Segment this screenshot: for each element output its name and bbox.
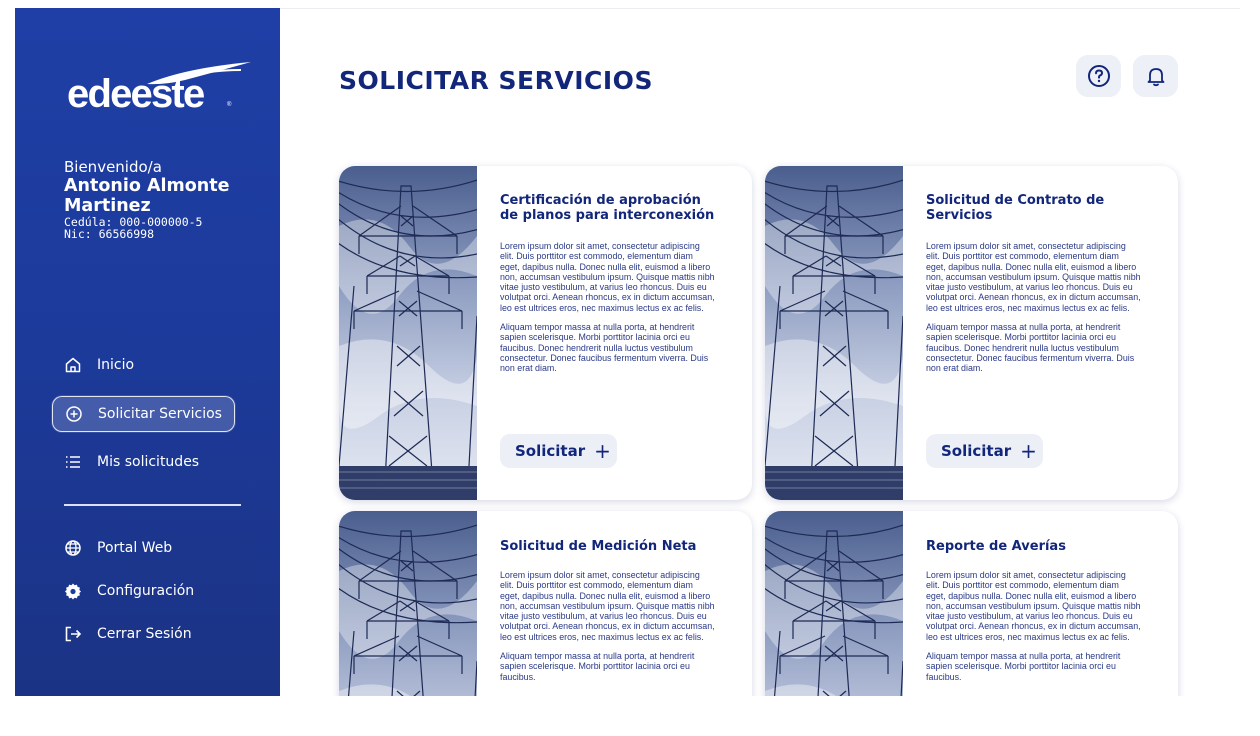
nav-item-inicio[interactable] xyxy=(52,347,235,383)
nav-item-portal-web[interactable] xyxy=(52,530,235,566)
notifications-button[interactable] xyxy=(1133,55,1178,97)
service-card xyxy=(339,166,752,500)
card-title: Solicitud de Contrato de Servicios xyxy=(926,193,1105,223)
nav-divider xyxy=(64,504,241,506)
sidebar xyxy=(15,8,280,696)
nav-label-mis-solicitudes: Mis solicitudes xyxy=(97,454,200,470)
brand-logo[interactable] xyxy=(67,70,237,120)
page-title: SOLICITAR SERVICIOS xyxy=(339,66,653,95)
pylon-image xyxy=(339,166,477,500)
user-name-line1: Antonio Almonte xyxy=(64,176,230,196)
plus-circle-icon xyxy=(65,405,83,423)
bell-icon xyxy=(1144,64,1168,88)
card-description: Aliquam tempor massa at nulla porta, at hendrerit sapien scelerisque. Morbi porttitor lacinia orci eu faucibus. xyxy=(926,651,1121,682)
card-description: Aliquam tempor massa at nulla porta, at hendrerit sapien scelerisque. Morbi porttitor lacinia orci eu faucibus. xyxy=(500,651,695,682)
solicitar-button-label: Solicitar xyxy=(515,442,586,460)
user-cedula: Cedúla: 000-000000-5 xyxy=(64,215,203,229)
plus-icon: + xyxy=(1020,439,1037,463)
service-card xyxy=(765,166,1178,500)
service-card xyxy=(765,511,1178,721)
nav-label-cerrar-sesion: Cerrar Sesión xyxy=(97,626,192,642)
nav-label-portal-web: Portal Web xyxy=(97,540,173,556)
card-title: Reporte de Averías xyxy=(926,539,1066,554)
logout-icon xyxy=(64,625,82,643)
nav-label-configuracion: Configuración xyxy=(97,583,195,599)
nav-label-inicio: Inicio xyxy=(97,357,135,373)
nav-item-solicitar-servicios[interactable] xyxy=(52,396,235,432)
card-description: Lorem ipsum dolor sit amet, consectetur adipiscing elit. Duis porttitor est commodo, elementum diam eget, dapibus nulla. Donec nulla elit, euismod a libero non, accumsan vestibulum ipsum. Quisque mattis nibh vitae justo vestibulum, at varius leo rhoncus. Duis eu volutpat orci. Aenean rhoncus, ex in dictum accumsan, leo est ultrices eros, nec maximus lectus ex ac felis. xyxy=(500,570,715,642)
gear-icon xyxy=(64,582,82,600)
card-description: Lorem ipsum dolor sit amet, consectetur adipiscing elit. Duis porttitor est commodo, elementum diam eget, dapibus nulla. Donec nulla elit, euismod a libero non, accumsan vestibulum ipsum. Quisque mattis nibh vitae justo vestibulum, at varius leo rhoncus. Duis eu volutpat orci. Aenean rhoncus, ex in dictum accumsan, leo est ultrices eros, nec maximus lectus ex ac felis. xyxy=(926,570,1141,642)
viewport-bottom-edge xyxy=(280,696,1260,736)
question-circle-icon xyxy=(1087,64,1111,88)
user-name-line2: Martinez xyxy=(64,196,151,216)
globe-icon xyxy=(64,539,82,557)
home-icon xyxy=(64,356,82,374)
nav-item-cerrar-sesion[interactable] xyxy=(52,616,235,652)
welcome-text: Bienvenido/a xyxy=(64,158,162,176)
logo-text: edeeste xyxy=(67,72,204,116)
nav-label-solicitar-servicios: Solicitar Servicios xyxy=(98,406,222,422)
nav-item-configuracion[interactable] xyxy=(52,573,235,609)
pylon-image xyxy=(765,166,903,500)
list-icon xyxy=(64,453,82,471)
pylon-image xyxy=(339,511,477,721)
user-info xyxy=(64,159,264,240)
solicitar-button[interactable] xyxy=(500,434,617,468)
service-card xyxy=(339,511,752,721)
help-button[interactable] xyxy=(1076,55,1121,97)
card-description: Lorem ipsum dolor sit amet, consectetur adipiscing elit. Duis porttitor est commodo, elementum diam eget, dapibus nulla. Donec nulla elit, euismod a libero non, accumsan vestibulum ipsum. Quisque mattis nibh vitae justo vestibulum, at varius leo rhoncus. Duis eu volutpat orci. Aenean rhoncus, ex in dictum accumsan, leo est ultrices eros, nec maximus lectus ex ac felis. xyxy=(500,241,715,313)
user-nic: Nic: 66566998 xyxy=(64,227,155,241)
solicitar-button[interactable] xyxy=(926,434,1043,468)
nav-item-mis-solicitudes[interactable] xyxy=(52,444,235,480)
card-description: Aliquam tempor massa at nulla porta, at hendrerit sapien scelerisque. Morbi porttitor lacinia orci eu faucibus. Donec hendrerit nulla luctus vestibulum consectetur. Donec faucibus fermentum viverra. Duis non erat diam. xyxy=(926,322,1135,374)
logo-registered-mark: ® xyxy=(227,102,232,108)
card-title: Certificación de aprobación de planos para interconexión xyxy=(500,193,715,223)
solicitar-button-label: Solicitar xyxy=(941,442,1012,460)
plus-icon: + xyxy=(594,439,611,463)
card-title: Solicitud de Medición Neta xyxy=(500,539,697,554)
pylon-image xyxy=(765,511,903,721)
card-description: Lorem ipsum dolor sit amet, consectetur adipiscing elit. Duis porttitor est commodo, elementum diam eget, dapibus nulla. Donec nulla elit, euismod a libero non, accumsan vestibulum ipsum. Quisque mattis nibh vitae justo vestibulum, at varius leo rhoncus. Duis eu volutpat orci. Aenean rhoncus, ex in dictum accumsan, leo est ultrices eros, nec maximus lectus ex ac felis. xyxy=(926,241,1141,313)
card-description: Aliquam tempor massa at nulla porta, at hendrerit sapien scelerisque. Morbi porttitor lacinia orci eu faucibus. Donec hendrerit nulla luctus vestibulum consectetur. Donec faucibus fermentum viverra. Duis non erat diam. xyxy=(500,322,709,374)
top-divider xyxy=(280,8,1240,9)
